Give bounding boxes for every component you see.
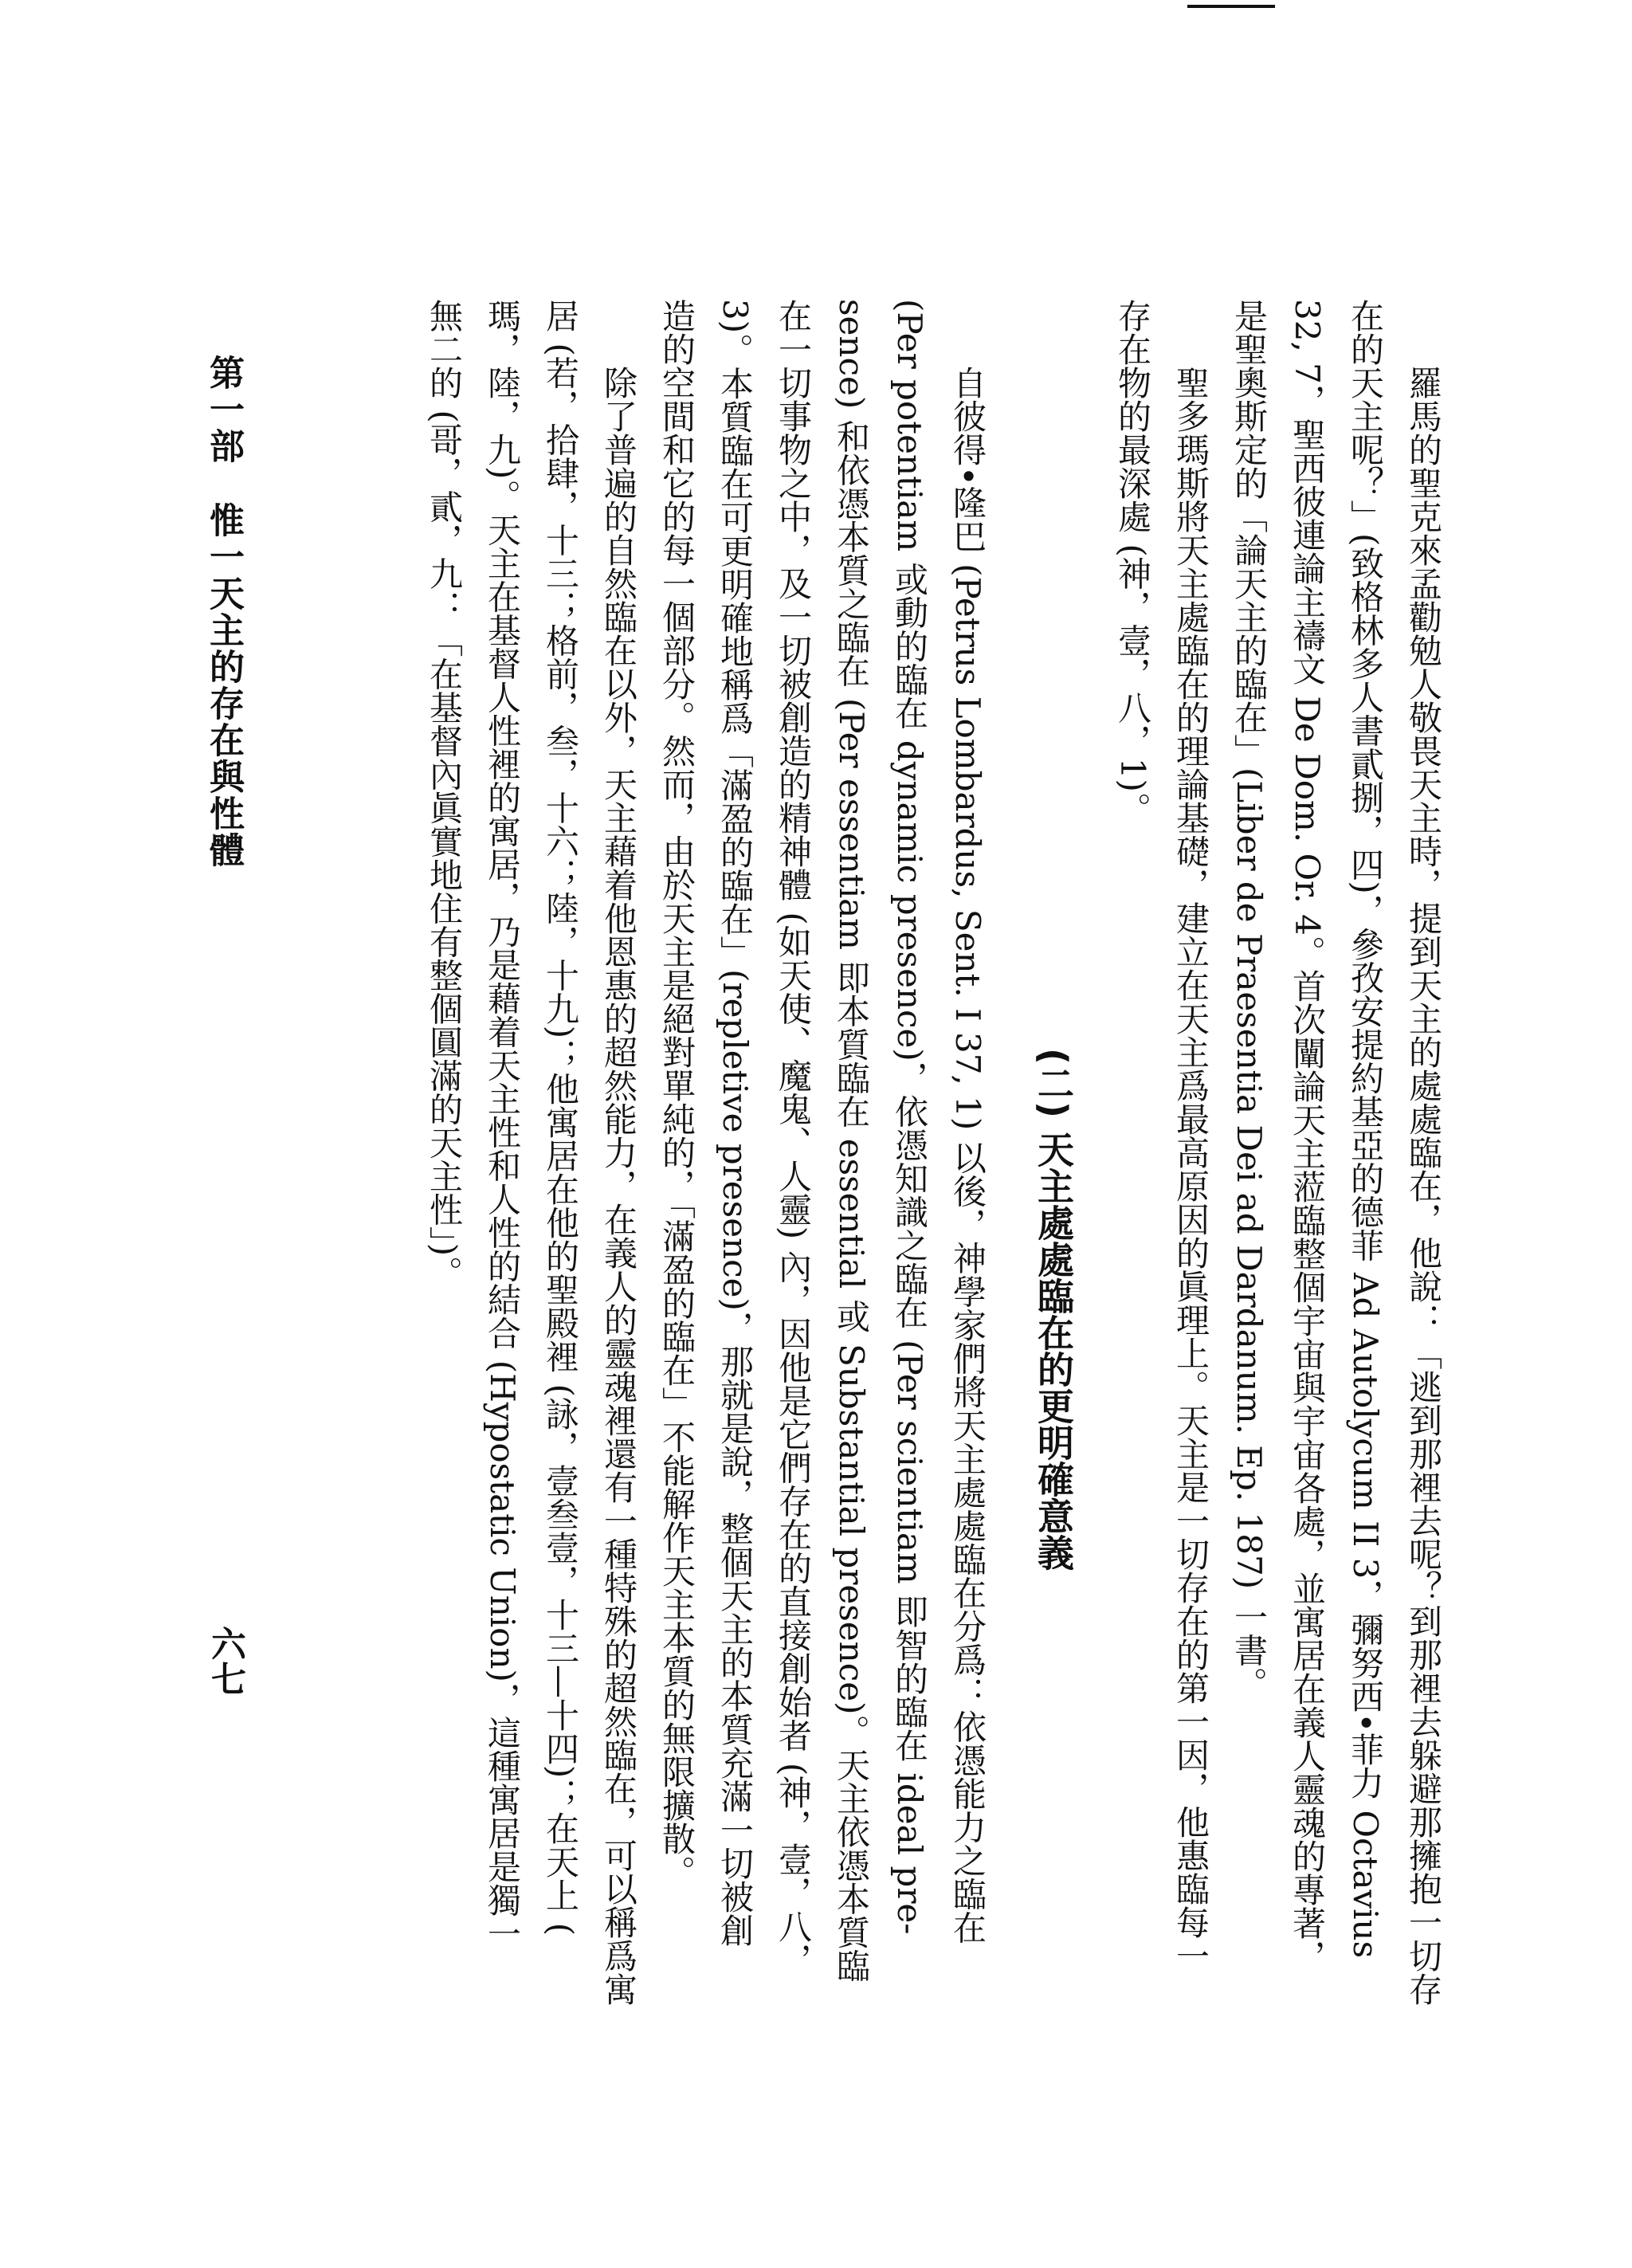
top-rule (1187, 5, 1275, 8)
text-column: sence) 和依憑本質之臨在 (Per essentiam 即本質臨在 essential 或 Substantial presence)。天主依憑本質臨 (832, 299, 871, 1983)
text-column: 除了普遍的自然臨在以外，天主藉着他恩惠的超然能力，在義人的靈魂裡還有一種特殊的超然臨在，可以稱爲寓 (599, 366, 638, 2006)
text-column: 羅馬的聖克來孟勸勉人敬畏天主時，提到天主的處處臨在，他說：「逃到那裡去呢？到那裡去躲避那擁抱一切存 (1404, 366, 1443, 2006)
text-column: 居 (若，拾肆，十三；格前，叁，十六；陸，十九)；他寓居在他的聖殿裡 (詠，壹叁壹，十三—十四)；在天上 ( (541, 299, 580, 1936)
part-label: 第一部 (203, 355, 244, 465)
page-number: 六七 (205, 1626, 245, 1696)
text-column: 存在物的最深處 (神，壹，八，1)。 (1113, 299, 1152, 826)
section-heading: (二) 天主處處臨在的更明確意義 (1032, 1048, 1075, 1572)
text-column: 在一切事物之中，及一切被創造的精神體 (如天使、魔鬼、人靈) 內，因他是它們存在的直接創始者 (神，壹，八， (774, 299, 813, 1977)
running-footer (198, 355, 249, 1152)
text-column: 32, 7，聖西彼連論主禱文 De Dom. Or. 4。首次闡論天主蒞臨整個宇宙與宇宙各處，並寓居在義人靈魂的專著， (1288, 299, 1327, 1973)
main-text (415, 299, 1453, 2132)
running-title: 惟一天主的存在與性體 (203, 502, 244, 869)
text-column: (Per potentiam 或動的臨在 dynamic presence)，依憑知識之臨在 (Per scientiam 即智的臨在 ideal pre- (890, 299, 929, 1935)
text-column: 造的空間和它的每一個部分。然而，由於天主是絕對單純的，「滿盈的臨在」不能解作天主本質的無限擴散。 (657, 299, 696, 1889)
text-column: 在的天主呢？」(致格林多人書貳捌，四)，參孜安提約基亞的德菲 Ad Autolycum II 3，彌努西•菲力 Octavius (1346, 299, 1385, 1959)
text-column: 聖多瑪斯將天主處臨在的理論基礎，建立在天主爲最高原因的眞理上。天主是一切存在的第一因，他惠臨每一 (1171, 366, 1210, 1972)
text-column: 瑪，陸，九)。天主在基督人性裡的寓居，乃是藉着天主性和人性的結合 (Hypostatic Union)，這種寓居是獨一 (483, 299, 522, 1950)
text-column: 是聖奧斯定的「論天主的臨在」(Liber de Praesentia Dei ad Dardanum. Ep. 187) 一書。 (1230, 299, 1269, 1701)
text-column: 自彼得•隆巴 (Petrus Lombardus, Sent. I 37, 1) 以後，神學家們將天主處處臨在分爲：依憑能力之臨在 (948, 366, 987, 1944)
text-column: 無二的 (哥，貳，九：「在基督內眞實地住有整個圓滿的天主性」)。 (425, 299, 464, 1290)
text-column: 3)。本質臨在可更明確地稱爲「滿盈的臨在」(repletive presence)，那就是說，整個天主的本質充滿一切被創 (716, 299, 755, 1947)
